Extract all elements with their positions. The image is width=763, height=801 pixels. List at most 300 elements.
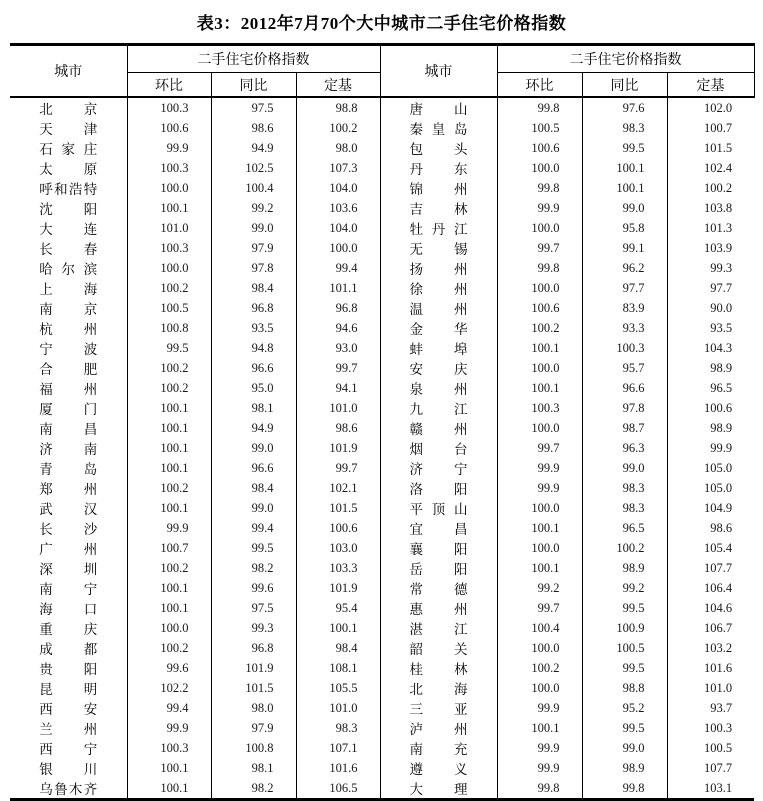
city-cell (10, 358, 127, 378)
index-value-cell: 99.9 (127, 518, 211, 538)
index-value-cell: 99.8 (582, 778, 667, 800)
index-value-cell: 107.7 (703, 560, 733, 575)
city-cell (10, 258, 127, 278)
city-cell (10, 378, 127, 398)
city-cell (380, 658, 497, 678)
index-value-cell: 100.3 (127, 97, 211, 118)
city-name: 金华 (409, 322, 468, 337)
index-value-cell: 100.9 (582, 618, 667, 638)
index-value-cell: 93.7 (710, 700, 733, 715)
city-cell (380, 298, 497, 318)
index-value-cell: 94.8 (211, 338, 296, 358)
city-cell (380, 318, 497, 338)
city-cell (380, 458, 497, 478)
city-cell (10, 658, 127, 678)
city-name: 温州 (409, 302, 468, 317)
city-name: 泸州 (409, 722, 468, 737)
city-cell (380, 158, 497, 178)
index-value-cell: 95.2 (582, 698, 667, 718)
index-value-cell: 98.6 (211, 118, 296, 138)
index-value-cell: 100.2 (497, 318, 582, 338)
city-name: 北京 (39, 102, 98, 117)
city-name: 北海 (409, 682, 468, 697)
index-value-cell: 99.2 (497, 578, 582, 598)
table-row (10, 458, 754, 478)
header-city-right: 城市 (380, 45, 497, 98)
header-index-group-left: 二手住宅价格指数 (127, 45, 380, 73)
index-value-cell: 99.5 (582, 658, 667, 678)
index-value-cell: 95.0 (211, 378, 296, 398)
index-value-cell: 100.3 (127, 738, 211, 758)
city-cell (380, 518, 497, 538)
city-name: 长沙 (39, 522, 98, 537)
index-value-cell: 106.7 (703, 620, 733, 635)
index-value-cell: 101.5 (296, 498, 380, 518)
index-value-cell: 100.6 (703, 400, 733, 415)
index-value-cell: 104.9 (703, 500, 733, 515)
index-value-cell: 99.6 (211, 578, 296, 598)
table-row (10, 478, 754, 498)
city-cell (380, 358, 497, 378)
index-value-cell: 100.2 (497, 658, 582, 678)
city-cell (10, 698, 127, 718)
index-value-cell: 93.0 (296, 338, 380, 358)
index-value-cell: 99.7 (497, 598, 582, 618)
city-name: 呼和浩特 (39, 182, 98, 197)
index-value-cell: 105.0 (703, 480, 733, 495)
index-value-cell: 98.3 (296, 718, 380, 738)
index-value-cell: 100.8 (211, 738, 296, 758)
city-name: 安庆 (409, 362, 468, 377)
city-cell (10, 458, 127, 478)
index-value-cell: 104.0 (296, 178, 380, 198)
index-value-cell: 100.2 (582, 538, 667, 558)
index-value-cell: 99.8 (497, 178, 582, 198)
index-value-cell: 99.2 (582, 578, 667, 598)
city-name: 海口 (39, 602, 98, 617)
city-cell (380, 258, 497, 278)
index-value-cell: 100.2 (127, 558, 211, 578)
index-value-cell: 100.0 (127, 258, 211, 278)
city-cell (10, 778, 127, 800)
index-value-cell: 100.2 (127, 638, 211, 658)
index-value-cell: 99.5 (211, 538, 296, 558)
city-name: 济南 (39, 442, 98, 457)
index-value-cell: 105.0 (703, 460, 733, 475)
index-value-cell: 100.0 (497, 638, 582, 658)
city-name: 平顶山 (409, 502, 468, 517)
index-value-cell: 99.9 (497, 698, 582, 718)
index-value-cell: 100.2 (127, 478, 211, 498)
table-row (10, 97, 754, 118)
index-value-cell: 98.3 (582, 498, 667, 518)
index-value-cell: 100.6 (296, 518, 380, 538)
city-name: 石家庄 (39, 142, 98, 157)
index-value-cell: 96.8 (211, 638, 296, 658)
city-cell (380, 338, 497, 358)
index-value-cell: 99.9 (497, 458, 582, 478)
index-value-cell: 98.6 (296, 418, 380, 438)
index-value-cell: 98.1 (211, 758, 296, 778)
index-value-cell: 100.0 (296, 238, 380, 258)
index-value-cell: 94.9 (211, 138, 296, 158)
index-value-cell: 99.0 (582, 458, 667, 478)
index-value-cell: 103.3 (296, 558, 380, 578)
index-value-cell: 99.2 (211, 198, 296, 218)
index-value-cell: 100.1 (127, 778, 211, 800)
table-row (10, 738, 754, 758)
header-mom-right: 环比 (497, 73, 582, 98)
table-row (10, 238, 754, 258)
city-name: 蚌埠 (409, 342, 468, 357)
header-city-left: 城市 (10, 45, 127, 98)
city-cell (380, 278, 497, 298)
index-value-cell: 100.1 (127, 438, 211, 458)
index-value-cell: 101.9 (296, 578, 380, 598)
city-cell (380, 638, 497, 658)
table-row (10, 578, 754, 598)
city-cell (10, 418, 127, 438)
index-value-cell: 99.0 (211, 218, 296, 238)
table-row (10, 518, 754, 538)
index-value-cell: 101.6 (296, 758, 380, 778)
index-value-cell: 99.0 (582, 198, 667, 218)
table-header (10, 45, 754, 98)
table-row (10, 138, 754, 158)
city-name: 沈阳 (39, 202, 98, 217)
table-row (10, 658, 754, 678)
table-row (10, 218, 754, 238)
city-cell (380, 698, 497, 718)
index-value-cell: 83.9 (582, 298, 667, 318)
index-value-cell: 94.1 (296, 378, 380, 398)
index-value-cell: 97.9 (211, 718, 296, 738)
index-value-cell: 99.3 (211, 618, 296, 638)
index-value-cell: 99.9 (710, 440, 733, 455)
index-value-cell: 96.5 (582, 518, 667, 538)
index-value-cell: 103.1 (703, 780, 733, 795)
index-value-cell: 100.1 (497, 378, 582, 398)
city-cell (380, 418, 497, 438)
index-value-cell: 98.9 (582, 758, 667, 778)
index-value-cell: 100.3 (127, 158, 211, 178)
city-cell (10, 118, 127, 138)
index-value-cell: 99.9 (127, 718, 211, 738)
index-value-cell: 102.0 (703, 100, 733, 115)
table-row (10, 258, 754, 278)
index-value-cell: 101.0 (127, 218, 211, 238)
city-cell (10, 598, 127, 618)
city-cell (380, 598, 497, 618)
city-cell (380, 498, 497, 518)
city-cell (380, 238, 497, 258)
header-fixed-base-left: 定基 (296, 73, 380, 98)
city-cell (380, 198, 497, 218)
city-cell (380, 378, 497, 398)
city-name: 包头 (409, 142, 468, 157)
table-row (10, 718, 754, 738)
table-row (10, 778, 754, 800)
index-value-cell: 100.1 (127, 398, 211, 418)
table-row (10, 298, 754, 318)
index-value-cell: 99.9 (497, 738, 582, 758)
index-value-cell: 102.2 (127, 678, 211, 698)
index-value-cell: 93.5 (211, 318, 296, 338)
table-row (10, 158, 754, 178)
index-value-cell: 105.5 (296, 678, 380, 698)
city-name: 丹东 (409, 162, 468, 177)
index-value-cell: 103.0 (296, 538, 380, 558)
city-name: 牡丹江 (409, 222, 468, 237)
table-row (10, 398, 754, 418)
index-value-cell: 107.3 (296, 158, 380, 178)
index-value-cell: 100.2 (127, 278, 211, 298)
index-value-cell: 95.7 (582, 358, 667, 378)
header-fixed-base-right: 定基 (667, 73, 754, 98)
index-value-cell: 99.0 (582, 738, 667, 758)
city-cell (380, 538, 497, 558)
index-value-cell: 98.8 (296, 97, 380, 118)
city-name: 哈尔滨 (39, 262, 98, 277)
index-value-cell: 100.2 (703, 180, 733, 195)
index-value-cell: 95.4 (296, 598, 380, 618)
index-value-cell: 100.4 (211, 178, 296, 198)
city-name: 锦州 (409, 182, 468, 197)
index-value-cell: 99.7 (497, 238, 582, 258)
index-value-cell: 103.9 (703, 240, 733, 255)
city-cell (380, 558, 497, 578)
index-value-cell: 93.5 (710, 320, 733, 335)
city-cell (380, 678, 497, 698)
index-value-cell: 99.0 (211, 438, 296, 458)
city-name: 秦皇岛 (409, 122, 468, 137)
city-name: 赣州 (409, 422, 468, 437)
index-value-cell: 104.6 (703, 600, 733, 615)
index-value-cell: 98.4 (211, 278, 296, 298)
header-yoy-left: 同比 (211, 73, 296, 98)
header-index-group-right: 二手住宅价格指数 (497, 45, 754, 73)
city-name: 太原 (39, 162, 98, 177)
city-name: 岳阳 (409, 562, 468, 577)
city-cell (10, 97, 127, 118)
index-value-cell: 98.6 (710, 520, 733, 535)
index-value-cell: 98.0 (296, 138, 380, 158)
index-value-cell: 98.8 (582, 678, 667, 698)
city-cell (10, 558, 127, 578)
city-cell (10, 198, 127, 218)
index-value-cell: 100.1 (127, 498, 211, 518)
index-value-cell: 101.5 (703, 140, 733, 155)
index-value-cell: 100.3 (582, 338, 667, 358)
index-value-cell: 100.0 (497, 158, 582, 178)
index-value-cell: 98.4 (211, 478, 296, 498)
city-name: 天津 (39, 122, 98, 137)
index-value-cell: 100.1 (127, 758, 211, 778)
index-value-cell: 95.8 (582, 218, 667, 238)
city-name: 贵阳 (39, 662, 98, 677)
index-value-cell: 99.8 (497, 778, 582, 800)
index-value-cell: 98.4 (296, 638, 380, 658)
city-name: 宜昌 (409, 522, 468, 537)
city-name: 唐山 (409, 102, 468, 117)
table-row (10, 558, 754, 578)
index-value-cell: 101.0 (703, 680, 733, 695)
index-value-cell: 108.1 (296, 658, 380, 678)
city-cell (10, 718, 127, 738)
index-value-cell: 100.0 (497, 678, 582, 698)
city-cell (380, 718, 497, 738)
index-value-cell: 103.2 (703, 640, 733, 655)
city-name: 徐州 (409, 282, 468, 297)
index-value-cell: 99.1 (582, 238, 667, 258)
index-value-cell: 100.0 (497, 538, 582, 558)
city-cell (10, 438, 127, 458)
index-value-cell: 99.4 (127, 698, 211, 718)
index-value-cell: 97.7 (710, 280, 733, 295)
index-value-cell: 100.1 (296, 618, 380, 638)
city-name: 南京 (39, 302, 98, 317)
index-value-cell: 99.5 (582, 598, 667, 618)
city-name: 兰州 (39, 722, 98, 737)
index-value-cell: 97.6 (582, 97, 667, 118)
index-value-cell: 101.9 (296, 438, 380, 458)
index-value-cell: 96.3 (582, 438, 667, 458)
city-name: 三亚 (409, 702, 468, 717)
index-value-cell: 101.3 (703, 220, 733, 235)
city-name: 重庆 (39, 622, 98, 637)
index-value-cell: 100.1 (127, 458, 211, 478)
price-index-table (10, 43, 755, 801)
city-cell (10, 518, 127, 538)
city-cell (10, 478, 127, 498)
city-cell (380, 478, 497, 498)
index-value-cell: 100.1 (582, 178, 667, 198)
city-cell (380, 118, 497, 138)
index-value-cell: 99.4 (211, 518, 296, 538)
index-value-cell: 103.6 (296, 198, 380, 218)
city-cell (10, 158, 127, 178)
table-row (10, 178, 754, 198)
table-row (10, 118, 754, 138)
index-value-cell: 100.3 (497, 398, 582, 418)
index-value-cell: 100.1 (497, 338, 582, 358)
index-value-cell: 98.1 (211, 398, 296, 418)
index-value-cell: 99.7 (296, 458, 380, 478)
city-cell (10, 338, 127, 358)
city-name: 成都 (39, 642, 98, 657)
index-value-cell: 102.4 (703, 160, 733, 175)
city-name: 泉州 (409, 382, 468, 397)
table-row (10, 618, 754, 638)
index-value-cell: 97.5 (211, 598, 296, 618)
index-value-cell: 100.5 (703, 740, 733, 755)
index-value-cell: 105.4 (703, 540, 733, 555)
city-name: 福州 (39, 382, 98, 397)
index-value-cell: 101.6 (703, 660, 733, 675)
index-value-cell: 99.8 (497, 97, 582, 118)
index-value-cell: 107.7 (703, 760, 733, 775)
index-value-cell: 99.3 (710, 260, 733, 275)
city-name: 九江 (409, 402, 468, 417)
header-yoy-right: 同比 (582, 73, 667, 98)
index-value-cell: 99.9 (497, 198, 582, 218)
index-value-cell: 100.5 (582, 638, 667, 658)
city-name: 南宁 (39, 582, 98, 597)
index-value-cell: 101.0 (296, 698, 380, 718)
index-value-cell: 97.8 (211, 258, 296, 278)
city-name: 惠州 (409, 602, 468, 617)
index-value-cell: 97.7 (582, 278, 667, 298)
index-value-cell: 99.7 (497, 438, 582, 458)
index-value-cell: 100.1 (127, 598, 211, 618)
table-row (10, 438, 754, 458)
city-name: 遵义 (409, 762, 468, 777)
city-name: 银川 (39, 762, 98, 777)
index-value-cell: 100.2 (127, 358, 211, 378)
index-value-cell: 100.6 (497, 298, 582, 318)
index-value-cell: 100.4 (497, 618, 582, 638)
index-value-cell: 100.0 (127, 178, 211, 198)
city-name: 大连 (39, 222, 98, 237)
index-value-cell: 102.1 (296, 478, 380, 498)
city-name: 湛江 (409, 622, 468, 637)
index-value-cell: 100.1 (127, 198, 211, 218)
city-name: 大理 (409, 782, 468, 797)
index-value-cell: 100.7 (127, 538, 211, 558)
city-cell (10, 398, 127, 418)
index-value-cell: 100.3 (127, 238, 211, 258)
index-value-cell: 90.0 (710, 300, 733, 315)
index-value-cell: 99.9 (497, 478, 582, 498)
city-name: 青岛 (39, 462, 98, 477)
index-value-cell: 98.2 (211, 778, 296, 800)
city-cell (380, 758, 497, 778)
index-value-cell: 100.5 (497, 118, 582, 138)
index-value-cell: 100.1 (497, 518, 582, 538)
city-name: 扬州 (409, 262, 468, 277)
index-value-cell: 98.3 (582, 118, 667, 138)
city-cell (10, 618, 127, 638)
index-value-cell: 107.1 (296, 738, 380, 758)
page-title: 表3：2012年7月70个大中城市二手住宅价格指数 (196, 14, 567, 33)
index-value-cell: 99.7 (296, 358, 380, 378)
city-name: 昆明 (39, 682, 98, 697)
table-row (10, 278, 754, 298)
index-value-cell: 106.4 (703, 580, 733, 595)
index-value-cell: 106.5 (296, 778, 380, 800)
index-value-cell: 100.5 (127, 298, 211, 318)
city-name: 西宁 (39, 742, 98, 757)
city-cell (380, 178, 497, 198)
city-name: 济宁 (409, 462, 468, 477)
index-value-cell: 98.9 (582, 558, 667, 578)
index-value-cell: 100.0 (497, 218, 582, 238)
index-value-cell: 100.1 (127, 578, 211, 598)
index-value-cell: 96.2 (582, 258, 667, 278)
index-value-cell: 100.2 (127, 378, 211, 398)
city-cell (10, 278, 127, 298)
index-value-cell: 99.4 (296, 258, 380, 278)
index-value-cell: 98.9 (710, 420, 733, 435)
index-value-cell: 100.2 (296, 118, 380, 138)
table-row (10, 338, 754, 358)
city-cell (380, 138, 497, 158)
city-name: 宁波 (39, 342, 98, 357)
index-value-cell: 99.5 (127, 338, 211, 358)
index-value-cell: 94.6 (296, 318, 380, 338)
city-cell (380, 438, 497, 458)
index-value-cell: 99.8 (497, 258, 582, 278)
